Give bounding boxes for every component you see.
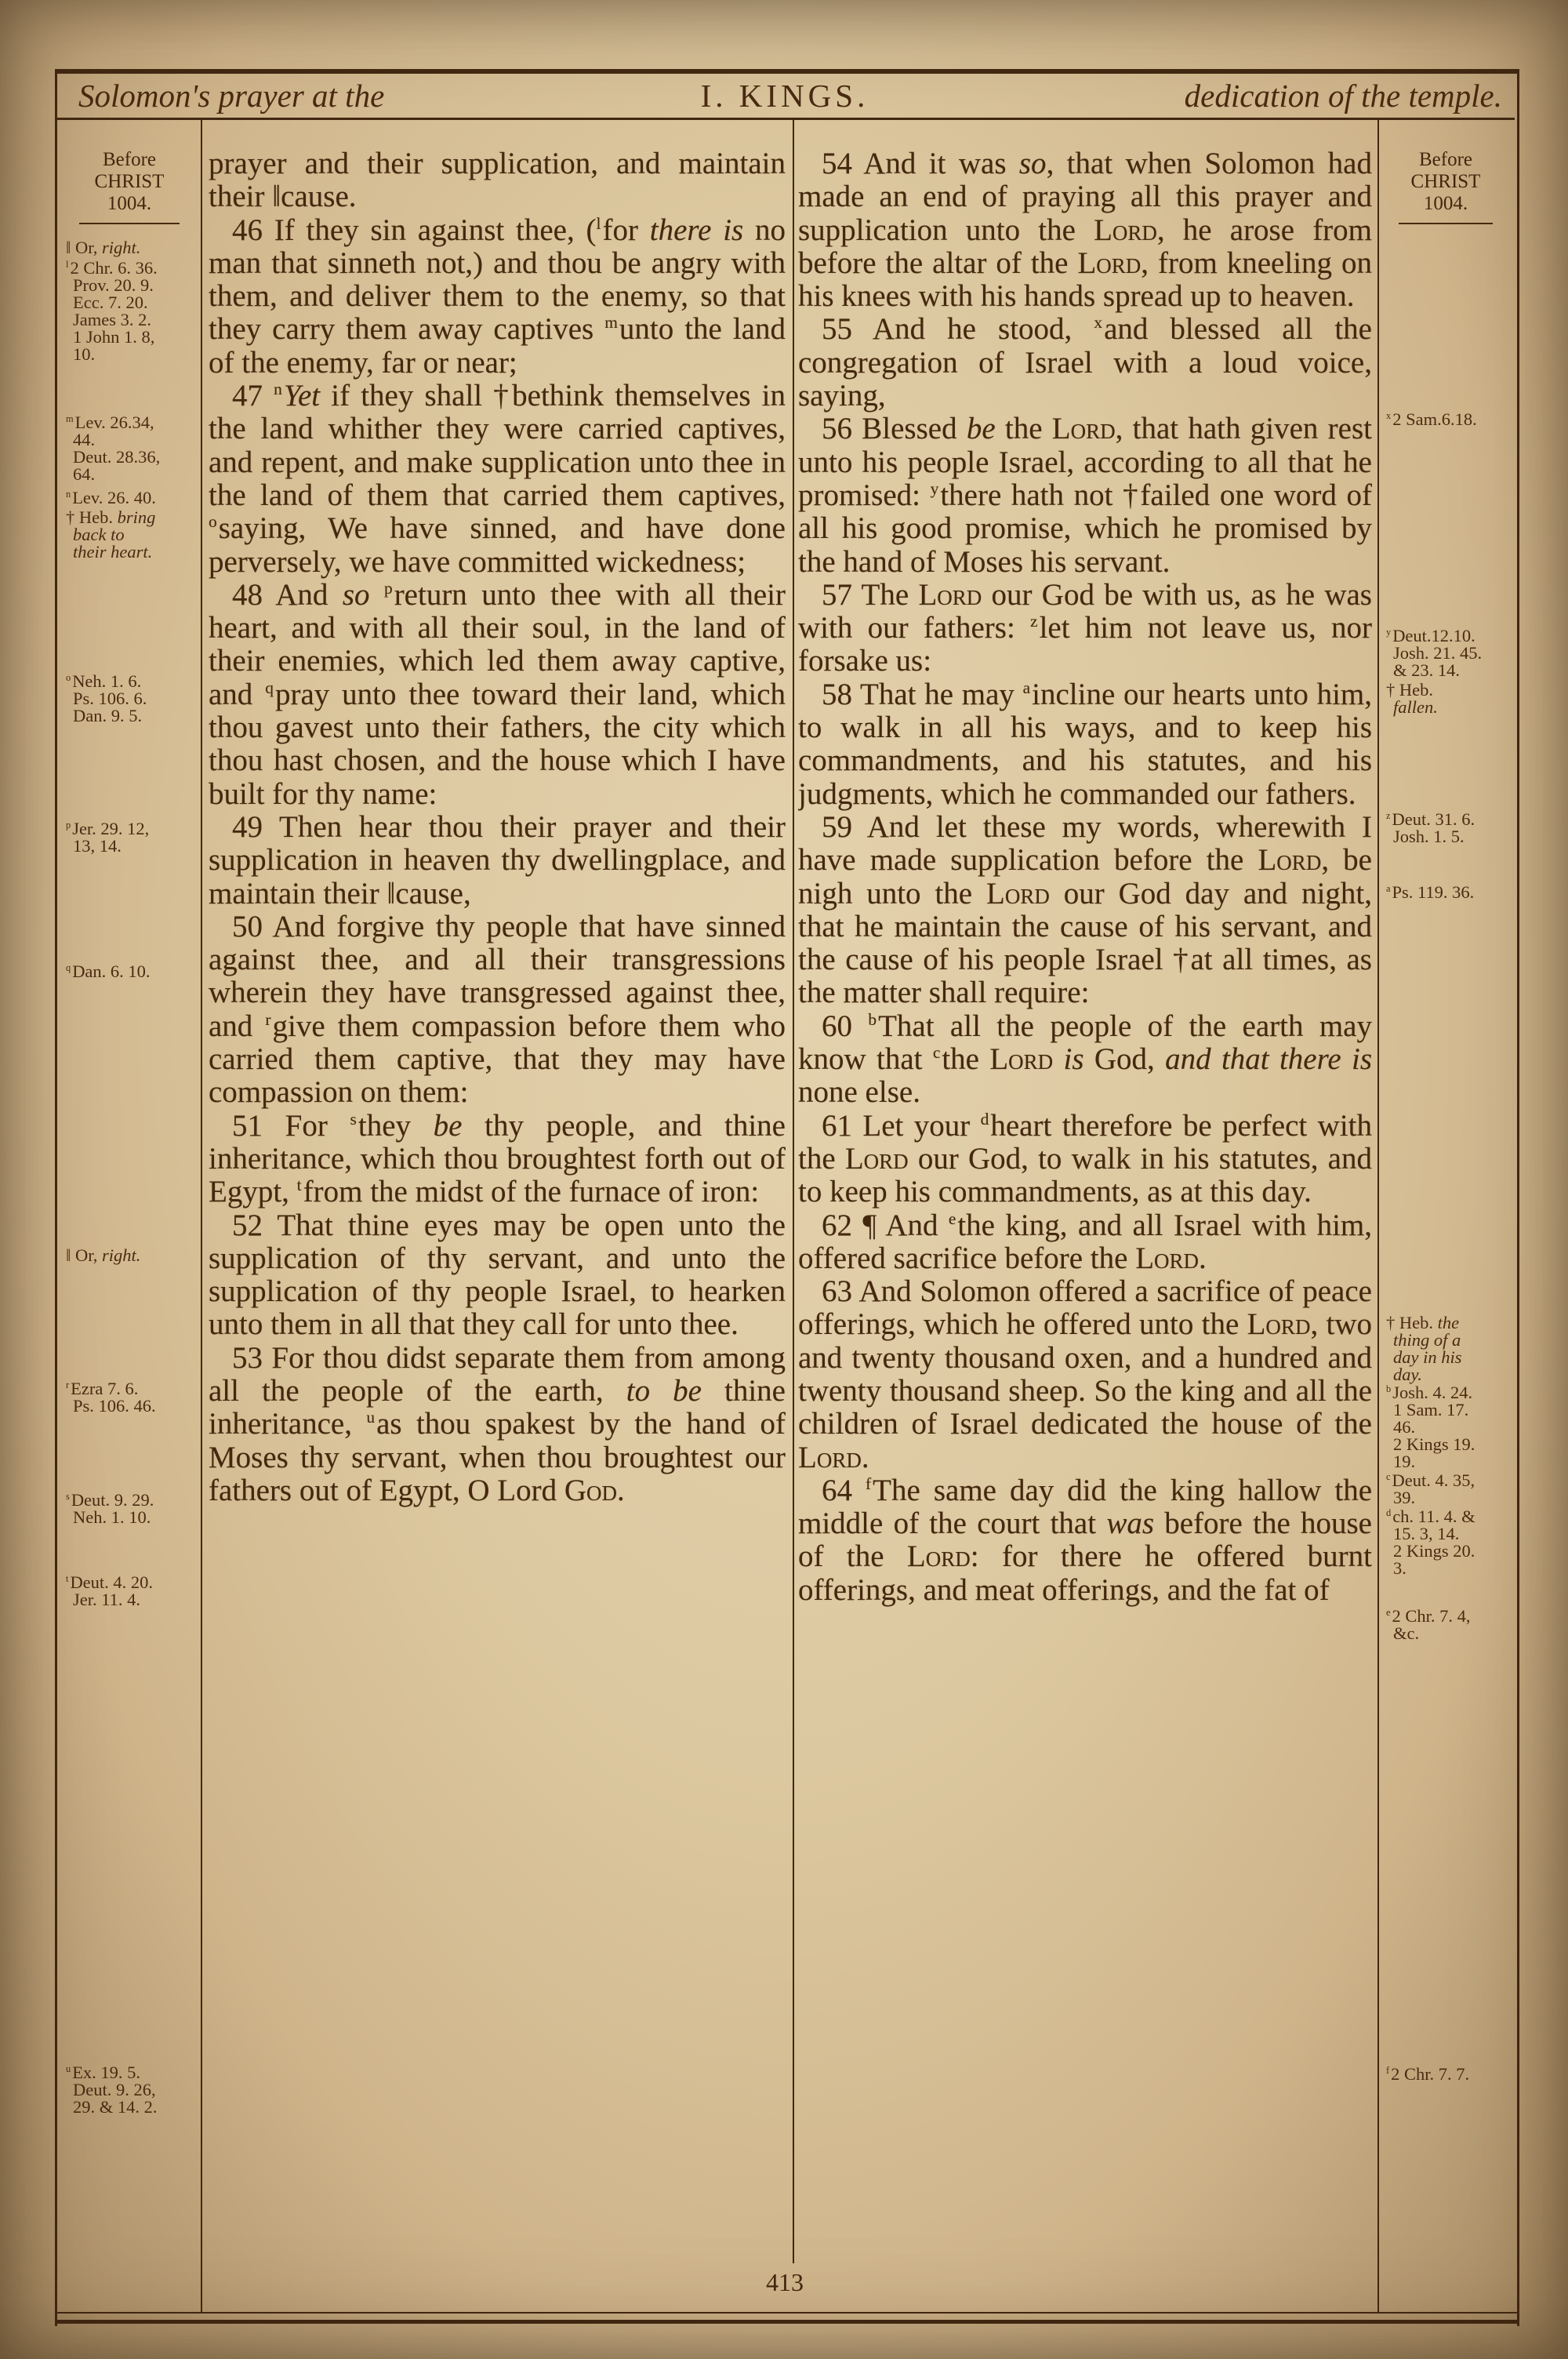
- verse-paragraph: 61 Let your $^d$heart therefore be perfect with the Lord our God, to walk in his statutes, and to keep his commandments, as at this day.: [798, 1108, 1372, 1209]
- verse-paragraph: 62 ¶ And $^e$the king, and all Israel with him, offered sacrifice before the Lord.: [798, 1208, 1372, 1275]
- margin-note: ‖ Or, right.: [66, 1245, 141, 1265]
- right-margin-notes: [1380, 118, 1512, 2312]
- margin-note: $^e$2 Chr. 7. 4, &c.: [1386, 1606, 1471, 1643]
- margin-note: $^p$Jer. 29. 12, 13, 14.: [66, 819, 150, 856]
- verse-paragraph: 57 The Lord our God be with us, as he was with our fathers: $^z$let him not leave us, nor forsake us:: [798, 577, 1372, 678]
- verse-paragraph: 64 $^f$The same day did the king hallow the middle of the court that was before the house of the Lord: for there he offered burnt offerings, and meat offerings, and the fat of: [798, 1473, 1372, 1607]
- bottom-rule-thick: [55, 2320, 1517, 2324]
- margin-heading-rule: [79, 223, 180, 224]
- margin-note: $^o$Neh. 1. 6. Ps. 106. 6. Dan. 9. 5.: [66, 671, 147, 725]
- margin-note: $^n$Lev. 26. 40.: [66, 488, 156, 507]
- running-head-left: Solomon's prayer at the: [78, 78, 385, 114]
- book-title: I. KINGS.: [700, 78, 869, 114]
- margin-note: $^d$ch. 11. 4. & 15. 3, 14. 2 Kings 20. 3.: [1386, 1507, 1475, 1578]
- margin-note: † Heb. the thing of a day in his day.: [1386, 1313, 1462, 1384]
- margin-note: $^z$Deut. 31. 6. Josh. 1. 5.: [1386, 809, 1475, 846]
- scripture-column-left: [209, 118, 786, 2303]
- verse-paragraph: 58 That he may $^a$incline our hearts unto him, to walk in all his ways, and to keep his commandments, and his statutes, and his judgments, which he commanded our fathers.: [798, 677, 1372, 811]
- verse-paragraph: 59 And let these my words, wherewith I have made supplication before the Lord, be nigh unto the Lord our God day and night, that he maintain the cause of his servant, and the cause of his people Israel †at all times, as the matter shall require:: [798, 809, 1372, 1010]
- column-divider-left: [201, 118, 202, 2312]
- margin-note: $^a$Ps. 119. 36.: [1386, 882, 1475, 902]
- verse-paragraph: 46 If they sin against thee, ($^l$for there is no man that sinneth not,) and thou be angry with them, and deliver them to the enemy, so that they carry them away captives $^m$unto the land of the enemy, far or near;: [209, 213, 786, 380]
- verse-paragraph: 54 And it was so, that when Solomon had made an end of praying all this prayer and supplication unto the Lord, he arose from before the altar of the Lord, from kneeling on his knees with his hands spread up to heaven.: [798, 147, 1372, 314]
- margin-note: ‖ Or, right.: [66, 238, 141, 257]
- margin-note: $^c$Deut. 4. 35, 39.: [1386, 1470, 1475, 1507]
- before-christ-heading-right: Before CHRIST 1004.: [1380, 118, 1512, 224]
- verse-paragraph: 52 That thine eyes may be open unto the supplication of thy servant, and unto the supplication of thy people Israel, to hearken unto them in all that they call for unto thee.: [209, 1208, 786, 1342]
- margin-note: † Heb. bring back to their heart.: [66, 507, 156, 562]
- verse-paragraph: 55 And he stood, $^x$and blessed all the congregation of Israel with a loud voice, saying,: [798, 312, 1372, 413]
- margin-note: $^f$2 Chr. 7. 7.: [1386, 2064, 1470, 2084]
- verse-paragraph: 51 For $^s$they be thy people, and thine inheritance, which thou broughtest forth out of Egypt, $^t$from the midst of the furnace of iron:: [209, 1108, 786, 1209]
- running-head-right: dedication of the temple.: [1184, 78, 1502, 114]
- margin-note: $^m$Lev. 26.34, 44. Deut. 28.36, 64.: [66, 413, 161, 484]
- page-number: 413: [766, 2268, 804, 2296]
- scripture-column-right: [798, 118, 1372, 2303]
- left-margin-notes: [60, 118, 199, 2312]
- verse-paragraph: 60 $^b$That all the people of the earth may know that $^c$the Lord is God, and that there is none else.: [798, 1009, 1372, 1110]
- margin-note: $^s$Deut. 9. 29. Neh. 1. 10.: [66, 1490, 154, 1527]
- margin-heading-rule: [1399, 223, 1494, 224]
- before-christ-heading-left: Before CHRIST 1004.: [60, 118, 199, 224]
- margin-note: $^l$2 Chr. 6. 36. Prov. 20. 9. Ecc. 7. 20. James 3. 2. 1 John 1. 8, 10.: [66, 258, 158, 364]
- column-divider-center: [793, 118, 794, 2263]
- margin-note: $^u$Ex. 19. 5. Deut. 9. 26, 29. & 14. 2.: [66, 2063, 158, 2117]
- margin-note: $^t$Deut. 4. 20. Jer. 11. 4.: [66, 1572, 154, 1609]
- margin-note: $^x$2 Sam.6.18.: [1386, 409, 1477, 429]
- verse-paragraph: 49 Then hear thou their prayer and their supplication in heaven thy dwellingplace, and maintain their ‖cause,: [209, 809, 786, 911]
- bottom-rule-thin: [55, 2312, 1517, 2314]
- verse-paragraph: 47 $^n$Yet if they shall †bethink themselves in the land whither they were carried captives, and repent, and make supplication unto thee in the land of them that carried them captives, $^o$saying, We have sinned, and have done perversely, we have committed wickedness;: [209, 379, 786, 579]
- column-divider-right: [1377, 118, 1379, 2312]
- verse-paragraph: 53 For thou didst separate them from among all the people of the earth, to be thine inheritance, $^u$as thou spakest by the hand of Moses thy servant, when thou broughtest our fathers out of Egypt, O Lord God.: [209, 1340, 786, 1507]
- margin-note: $^y$Deut.12.10. Josh. 21. 45. & 23. 14.: [1386, 626, 1483, 680]
- verse-paragraph: 56 Blessed be the Lord, that hath given rest unto his people Israel, according to all that he promised: $^y$there hath not †failed one word of all his good promise, which he promised by the hand of Moses his servant.: [798, 412, 1372, 579]
- margin-note: $^r$Ezra 7. 6. Ps. 106. 46.: [66, 1379, 156, 1416]
- margin-note: $^b$Josh. 4. 24. 1 Sam. 17. 46. 2 Kings 19. 19.: [1386, 1383, 1475, 1471]
- running-head: [55, 77, 1515, 118]
- verse-paragraph: 63 And Solomon offered a sacrifice of peace offerings, which he offered unto the Lord, two and twenty thousand oxen, and a hundred and twenty thousand sheep. So the king and all the children of Israel dedicated the house of the Lord.: [798, 1274, 1372, 1474]
- verse-paragraph: 50 And forgive thy people that have sinned against thee, and all their transgressions wherein they have transgressed against thee, and $^r$give them compassion before them who carried them captive, that they may have compassion on them:: [209, 909, 786, 1110]
- verse-paragraph: prayer and their supplication, and maintain their ‖cause.: [209, 147, 786, 214]
- verse-paragraph: 48 And so $^p$return unto thee with all their heart, and with all their soul, in the land of their enemies, which led them away captive, and $^q$pray unto thee toward their land, which thou gavest unto their fathers, the city which thou hast chosen, and the house which I have built for thy name:: [209, 577, 786, 811]
- margin-note: $^q$Dan. 6. 10.: [66, 961, 151, 981]
- margin-note: † Heb. fallen.: [1386, 680, 1438, 717]
